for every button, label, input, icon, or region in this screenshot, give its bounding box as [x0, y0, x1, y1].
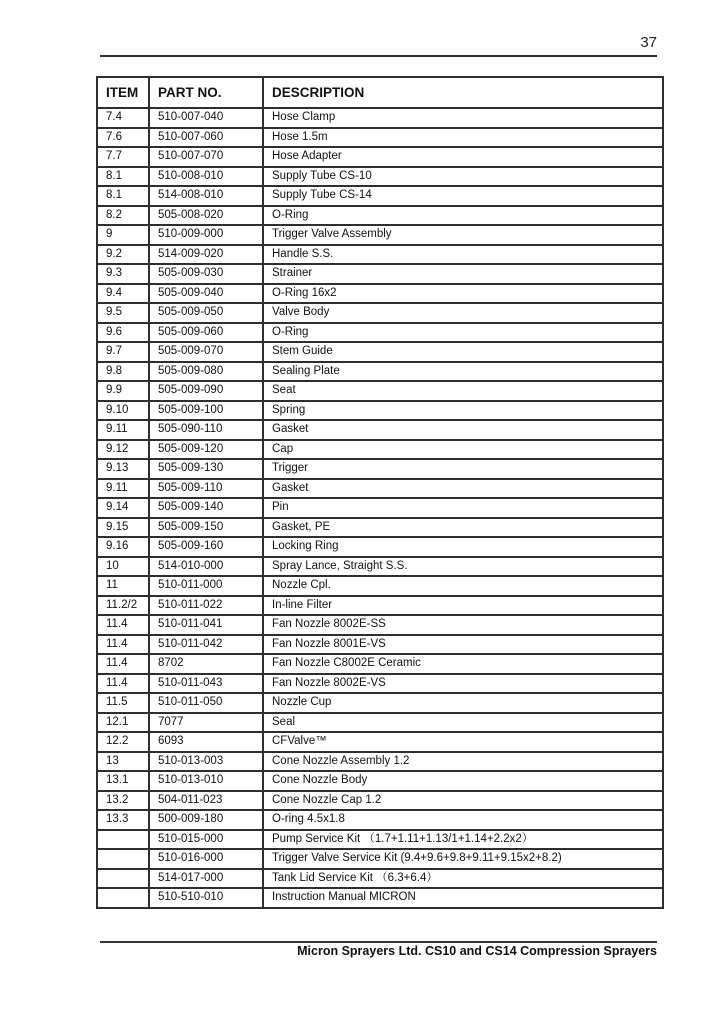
- table-row: [97, 440, 663, 460]
- description-cell: Supply Tube CS-10: [263, 167, 663, 187]
- part-no-cell: 510-008-010: [149, 167, 263, 187]
- item-cell: 9: [97, 225, 149, 245]
- item-cell: 7.4: [97, 108, 149, 128]
- description-cell: Nozzle Cpl.: [263, 576, 663, 596]
- item-cell: 12.1: [97, 713, 149, 733]
- table-row: [97, 479, 663, 499]
- item-cell: 13.1: [97, 771, 149, 791]
- item-cell: 8.1: [97, 167, 149, 187]
- item-cell: 11.4: [97, 654, 149, 674]
- table-row: [97, 635, 663, 655]
- table-row: [97, 186, 663, 206]
- part-no-cell: 505-009-140: [149, 498, 263, 518]
- table-row: [97, 693, 663, 713]
- item-cell: 10: [97, 557, 149, 577]
- table-row: [97, 654, 663, 674]
- description-cell: Fan Nozzle 8002E-VS: [263, 674, 663, 694]
- table-row: [97, 342, 663, 362]
- table-row: [97, 830, 663, 850]
- part-no-cell: 505-009-110: [149, 479, 263, 499]
- description-cell: Handle S.S.: [263, 245, 663, 265]
- item-cell: 9.16: [97, 537, 149, 557]
- description-cell: Fan Nozzle C8002E Ceramic: [263, 654, 663, 674]
- part-no-cell: 8702: [149, 654, 263, 674]
- description-cell: CFValve™: [263, 732, 663, 752]
- description-cell: In-line Filter: [263, 596, 663, 616]
- part-no-cell: 514-010-000: [149, 557, 263, 577]
- table-row: [97, 732, 663, 752]
- table-row: [97, 810, 663, 830]
- column-header-item: ITEM: [97, 77, 149, 108]
- description-cell: Strainer: [263, 264, 663, 284]
- table-row: [97, 323, 663, 343]
- description-cell: Trigger Valve Assembly: [263, 225, 663, 245]
- part-no-cell: 510-011-041: [149, 615, 263, 635]
- item-cell: 9.2: [97, 245, 149, 265]
- table-row: [97, 459, 663, 479]
- table-row: [97, 128, 663, 148]
- table-row: [97, 264, 663, 284]
- item-cell: [97, 888, 149, 908]
- description-cell: Pump Service Kit （1.7+1.11+1.13/1+1.14+2.2x2）: [263, 830, 663, 850]
- description-cell: O-Ring 16x2: [263, 284, 663, 304]
- item-cell: [97, 830, 149, 850]
- table-row: [97, 206, 663, 226]
- description-cell: Sealing Plate: [263, 362, 663, 382]
- description-cell: Fan Nozzle 8002E-SS: [263, 615, 663, 635]
- table-row: [97, 108, 663, 128]
- table-row: [97, 752, 663, 772]
- footer-text: Micron Sprayers Ltd. CS10 and CS14 Compression Sprayers: [297, 944, 657, 958]
- description-cell: Gasket: [263, 479, 663, 499]
- part-no-cell: 510-009-000: [149, 225, 263, 245]
- description-cell: Trigger Valve Service Kit (9.4+9.6+9.8+9.11+9.15x2+8.2): [263, 849, 663, 869]
- description-cell: Tank Lid Service Kit （6.3+6.4）: [263, 869, 663, 889]
- table-row: [97, 225, 663, 245]
- part-no-cell: 505-008-020: [149, 206, 263, 226]
- description-cell: Cone Nozzle Cap 1.2: [263, 791, 663, 811]
- description-cell: Spring: [263, 401, 663, 421]
- table-row: [97, 713, 663, 733]
- item-cell: 11.4: [97, 615, 149, 635]
- description-cell: Trigger: [263, 459, 663, 479]
- item-cell: 11.5: [97, 693, 149, 713]
- part-no-cell: 505-009-060: [149, 323, 263, 343]
- part-no-cell: 510-011-043: [149, 674, 263, 694]
- item-cell: 13.3: [97, 810, 149, 830]
- description-cell: Instruction Manual MICRON: [263, 888, 663, 908]
- part-no-cell: 505-009-100: [149, 401, 263, 421]
- part-no-cell: 505-009-120: [149, 440, 263, 460]
- item-cell: 13.2: [97, 791, 149, 811]
- part-no-cell: 505-009-040: [149, 284, 263, 304]
- part-no-cell: 505-009-070: [149, 342, 263, 362]
- parts-table-body: [97, 108, 663, 908]
- part-no-cell: 505-009-050: [149, 303, 263, 323]
- column-header-part-no: PART NO.: [149, 77, 263, 108]
- item-cell: 11: [97, 576, 149, 596]
- part-no-cell: 6093: [149, 732, 263, 752]
- table-row: [97, 791, 663, 811]
- item-cell: 9.14: [97, 498, 149, 518]
- column-header-description: DESCRIPTION: [263, 77, 663, 108]
- item-cell: 9.8: [97, 362, 149, 382]
- part-no-cell: 510-011-022: [149, 596, 263, 616]
- table-row: [97, 420, 663, 440]
- item-cell: 11.2/2: [97, 596, 149, 616]
- item-cell: [97, 849, 149, 869]
- part-no-cell: 510-510-010: [149, 888, 263, 908]
- description-cell: Locking Ring: [263, 537, 663, 557]
- part-no-cell: 510-007-070: [149, 147, 263, 167]
- part-no-cell: 510-013-003: [149, 752, 263, 772]
- item-cell: 11.4: [97, 674, 149, 694]
- item-cell: 11.4: [97, 635, 149, 655]
- table-row: [97, 147, 663, 167]
- item-cell: 9.15: [97, 518, 149, 538]
- part-no-cell: 510-011-050: [149, 693, 263, 713]
- table-row: [97, 557, 663, 577]
- table-row: [97, 888, 663, 908]
- part-no-cell: 514-009-020: [149, 245, 263, 265]
- header-rule: [100, 55, 657, 57]
- table-row: [97, 869, 663, 889]
- part-no-cell: 505-009-090: [149, 381, 263, 401]
- table-header-row: [97, 77, 663, 108]
- item-cell: 7.6: [97, 128, 149, 148]
- description-cell: Valve Body: [263, 303, 663, 323]
- table-row: [97, 401, 663, 421]
- part-no-cell: 505-009-130: [149, 459, 263, 479]
- description-cell: Fan Nozzle 8001E-VS: [263, 635, 663, 655]
- description-cell: Hose Adapter: [263, 147, 663, 167]
- table-row: [97, 498, 663, 518]
- part-no-cell: 514-017-000: [149, 869, 263, 889]
- table-row: [97, 596, 663, 616]
- part-no-cell: 510-011-042: [149, 635, 263, 655]
- part-no-cell: 505-009-150: [149, 518, 263, 538]
- table-row: [97, 381, 663, 401]
- description-cell: O-Ring: [263, 323, 663, 343]
- item-cell: 9.12: [97, 440, 149, 460]
- item-cell: 9.4: [97, 284, 149, 304]
- item-cell: 9.7: [97, 342, 149, 362]
- part-no-cell: 7077: [149, 713, 263, 733]
- part-no-cell: 504-011-023: [149, 791, 263, 811]
- description-cell: Hose Clamp: [263, 108, 663, 128]
- item-cell: 12.2: [97, 732, 149, 752]
- part-no-cell: 510-015-000: [149, 830, 263, 850]
- item-cell: 9.11: [97, 479, 149, 499]
- part-no-cell: 510-013-010: [149, 771, 263, 791]
- description-cell: Stem Guide: [263, 342, 663, 362]
- part-no-cell: 500-009-180: [149, 810, 263, 830]
- item-cell: 9.13: [97, 459, 149, 479]
- table-row: [97, 303, 663, 323]
- parts-table: [96, 76, 664, 909]
- description-cell: Hose 1.5m: [263, 128, 663, 148]
- description-cell: Cap: [263, 440, 663, 460]
- part-no-cell: 505-090-110: [149, 420, 263, 440]
- description-cell: Supply Tube CS-14: [263, 186, 663, 206]
- footer-rule: [100, 941, 657, 943]
- description-cell: Gasket: [263, 420, 663, 440]
- item-cell: 8.2: [97, 206, 149, 226]
- item-cell: 7.7: [97, 147, 149, 167]
- item-cell: 9.6: [97, 323, 149, 343]
- description-cell: Spray Lance, Straight S.S.: [263, 557, 663, 577]
- description-cell: O-Ring: [263, 206, 663, 226]
- description-cell: Seat: [263, 381, 663, 401]
- part-no-cell: 510-007-060: [149, 128, 263, 148]
- table-row: [97, 518, 663, 538]
- table-row: [97, 674, 663, 694]
- item-cell: 9.3: [97, 264, 149, 284]
- item-cell: 9.10: [97, 401, 149, 421]
- table-row: [97, 849, 663, 869]
- description-cell: Nozzle Cup: [263, 693, 663, 713]
- table-row: [97, 537, 663, 557]
- page-number: 37: [640, 34, 657, 51]
- table-row: [97, 245, 663, 265]
- table-row: [97, 771, 663, 791]
- item-cell: [97, 869, 149, 889]
- item-cell: 9.11: [97, 420, 149, 440]
- table-row: [97, 615, 663, 635]
- table-row: [97, 576, 663, 596]
- description-cell: Gasket, PE: [263, 518, 663, 538]
- item-cell: 8.1: [97, 186, 149, 206]
- part-no-cell: 505-009-080: [149, 362, 263, 382]
- item-cell: 13: [97, 752, 149, 772]
- part-no-cell: 505-009-030: [149, 264, 263, 284]
- description-cell: Seal: [263, 713, 663, 733]
- table-row: [97, 167, 663, 187]
- part-no-cell: 510-016-000: [149, 849, 263, 869]
- part-no-cell: 510-011-000: [149, 576, 263, 596]
- description-cell: Cone Nozzle Body: [263, 771, 663, 791]
- part-no-cell: 514-008-010: [149, 186, 263, 206]
- part-no-cell: 510-007-040: [149, 108, 263, 128]
- item-cell: 9.9: [97, 381, 149, 401]
- item-cell: 9.5: [97, 303, 149, 323]
- description-cell: Cone Nozzle Assembly 1.2: [263, 752, 663, 772]
- table-row: [97, 362, 663, 382]
- part-no-cell: 505-009-160: [149, 537, 263, 557]
- description-cell: Pin: [263, 498, 663, 518]
- description-cell: O-ring 4.5x1.8: [263, 810, 663, 830]
- table-row: [97, 284, 663, 304]
